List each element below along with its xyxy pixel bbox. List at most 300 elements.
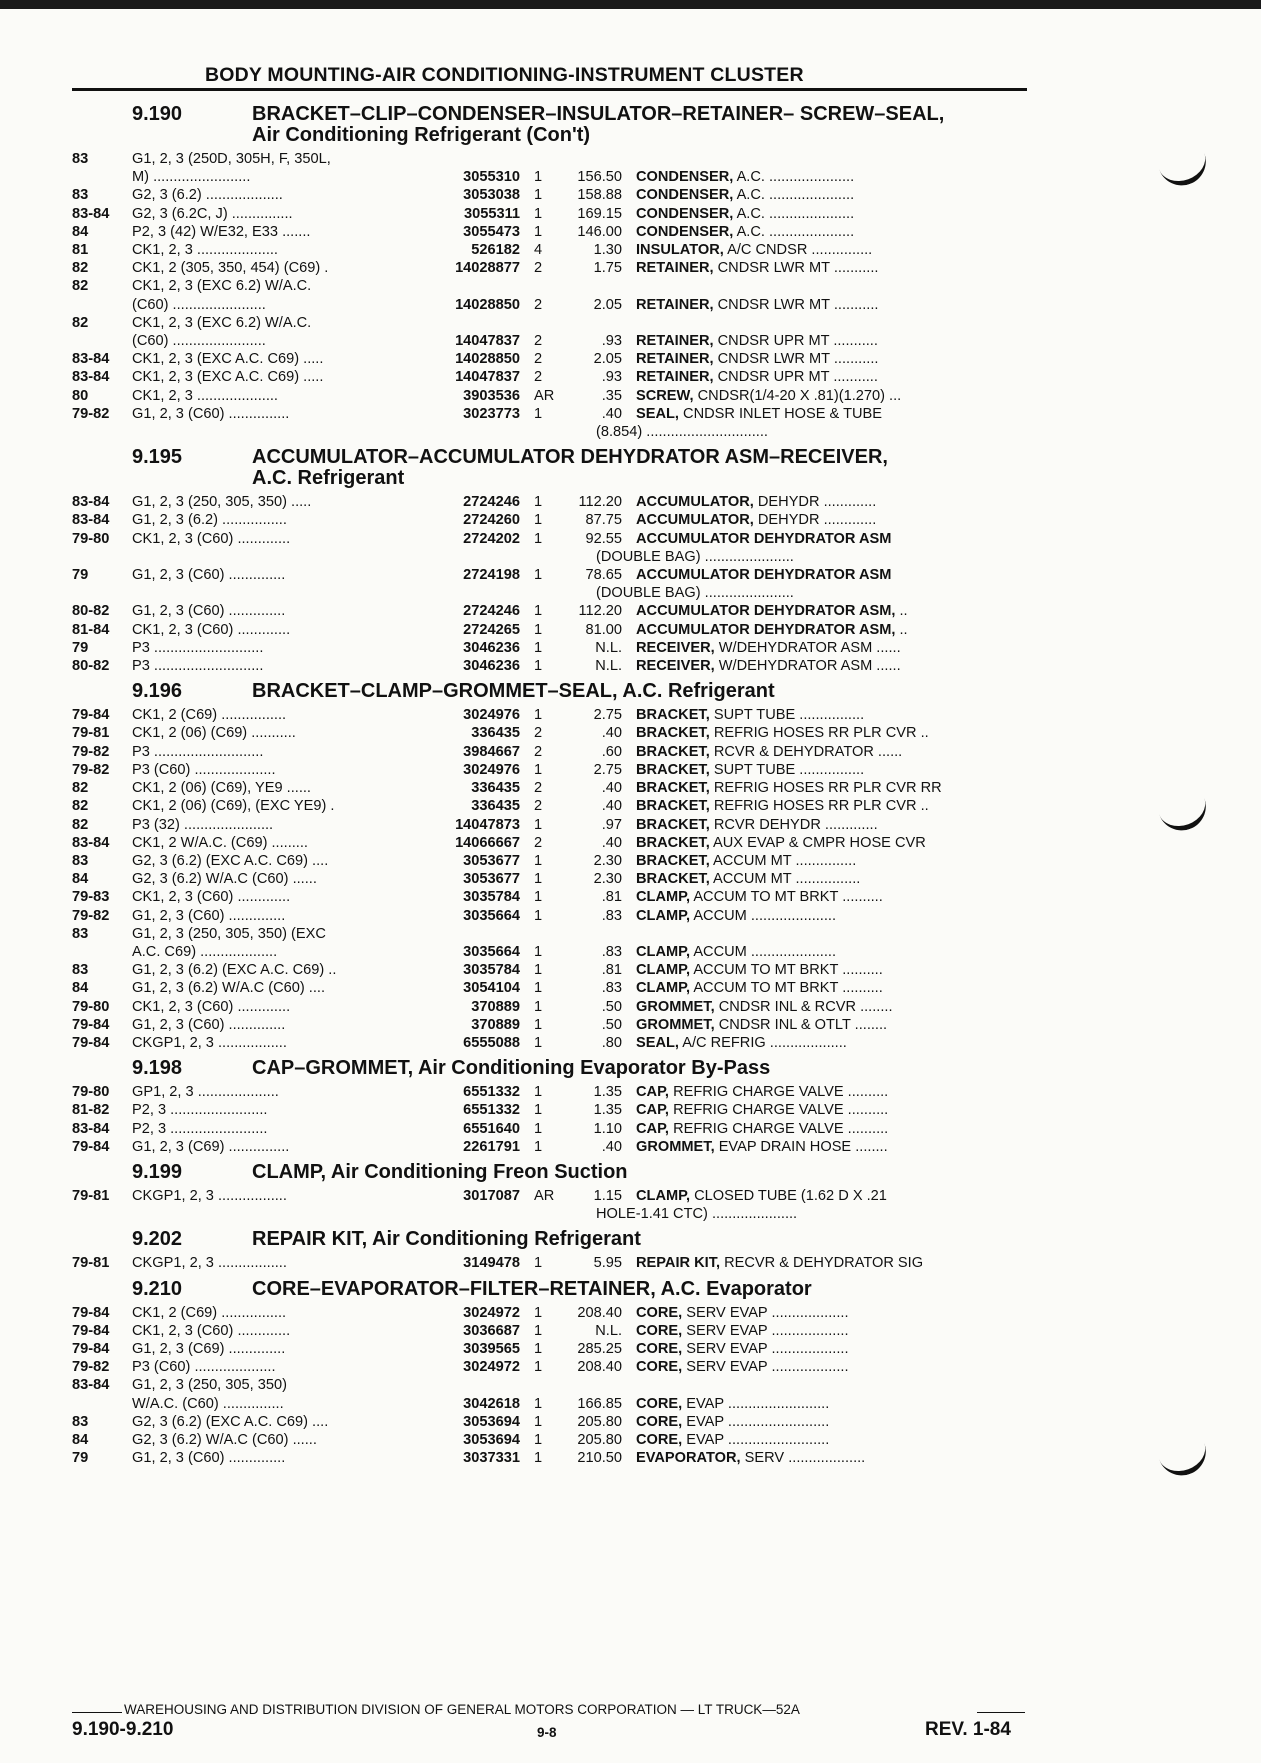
part-detail: EVAP ......................... bbox=[686, 1431, 830, 1448]
parts-table bbox=[72, 150, 1032, 441]
model-years: 80-82 bbox=[72, 658, 110, 675]
part-name: CONDENSER, bbox=[636, 187, 734, 204]
model-years: 81-82 bbox=[72, 1102, 110, 1119]
part-name: CAP, bbox=[636, 1120, 669, 1137]
price: N.L. bbox=[595, 1322, 622, 1339]
price: .93 bbox=[601, 333, 622, 350]
table-row bbox=[72, 241, 1032, 259]
model-years: 79-84 bbox=[72, 1016, 110, 1033]
part-description bbox=[622, 888, 1032, 906]
price: 92.55 bbox=[585, 530, 622, 547]
part-detail: REFRIG HOSES RR PLR CVR .. bbox=[713, 798, 929, 815]
application: CK1, 2, 3 .................... bbox=[132, 387, 278, 404]
model-years: 83 bbox=[72, 151, 89, 167]
part-detail: SUPT TUBE ................ bbox=[713, 707, 865, 724]
table-row bbox=[72, 423, 1032, 441]
price: 2.05 bbox=[593, 351, 622, 368]
model-years: 84 bbox=[72, 980, 89, 997]
part-name: CLAMP, bbox=[636, 889, 691, 906]
table-row bbox=[72, 405, 1032, 423]
part-description bbox=[622, 223, 1032, 241]
table-row bbox=[72, 907, 1032, 925]
model-years: 79 bbox=[72, 639, 89, 656]
section-heading bbox=[72, 1058, 1032, 1079]
model-years: 84 bbox=[72, 871, 89, 888]
part-name: CORE, bbox=[636, 1431, 683, 1448]
application: CK1, 2, 3 (C60) ............. bbox=[132, 889, 291, 906]
application: CK1, 2 (C69) ................ bbox=[132, 1304, 287, 1321]
price: N.L. bbox=[595, 639, 622, 656]
quantity: 1 bbox=[534, 1084, 543, 1101]
part-description bbox=[622, 907, 1032, 925]
table-row bbox=[72, 870, 1032, 888]
part-description bbox=[622, 1138, 1032, 1156]
footer-rule-left bbox=[72, 1712, 122, 1713]
part-description bbox=[622, 1413, 1032, 1431]
quantity: 1 bbox=[534, 852, 543, 869]
model-years: 84 bbox=[72, 1431, 89, 1448]
section-title bbox=[252, 1058, 1032, 1079]
part-description bbox=[622, 1187, 1032, 1205]
part-description bbox=[622, 657, 1032, 675]
price: 1.75 bbox=[593, 260, 622, 277]
header-rule bbox=[72, 88, 1027, 91]
part-description bbox=[622, 998, 1032, 1016]
table-row bbox=[72, 943, 1032, 961]
part-detail: SERV EVAP ................... bbox=[686, 1304, 849, 1321]
section-title-line: BRACKET–CLAMP–GROMMET–SEAL, A.C. Refrigerant bbox=[252, 680, 775, 703]
part-detail: REFRIG HOSES RR PLR CVR .. bbox=[713, 725, 929, 742]
model-years: 79-84 bbox=[72, 707, 110, 724]
part-description bbox=[622, 706, 1032, 724]
footer-rule-right bbox=[977, 1712, 1025, 1713]
part-name: RECEIVER, bbox=[636, 639, 715, 656]
part-detail: ACCUM ..................... bbox=[693, 943, 837, 960]
model-years: 79-80 bbox=[72, 1084, 110, 1101]
quantity: 1 bbox=[534, 1395, 543, 1412]
catalog-section bbox=[72, 104, 1032, 441]
part-description bbox=[622, 761, 1032, 779]
section-title-line: CORE–EVAPORATOR–FILTER–RETAINER, A.C. Evaporator bbox=[252, 1277, 812, 1300]
application: (C60) ....................... bbox=[132, 296, 266, 313]
part-name: BRACKET, bbox=[636, 707, 710, 724]
price: 285.25 bbox=[577, 1340, 622, 1357]
price: 210.50 bbox=[577, 1450, 622, 1467]
quantity: 1 bbox=[534, 169, 543, 186]
model-years: 79-81 bbox=[72, 1187, 110, 1204]
quantity: 2 bbox=[534, 834, 543, 851]
model-years: 79-82 bbox=[72, 743, 110, 760]
part-description bbox=[622, 314, 1032, 332]
part-number: 3046236 bbox=[463, 658, 520, 675]
part-detail: CNDSR INL & OTLT ........ bbox=[718, 1016, 888, 1033]
part-name: SCREW, bbox=[636, 387, 694, 404]
part-name: BRACKET, bbox=[636, 725, 710, 742]
application: G2, 3 (6.2) W/A.C (C60) ...... bbox=[132, 1431, 317, 1448]
price: .81 bbox=[601, 889, 622, 906]
price: 166.85 bbox=[577, 1395, 622, 1412]
part-number bbox=[442, 314, 520, 332]
part-name: ACCUMULATOR DEHYDRATOR ASM bbox=[636, 567, 892, 584]
part-number: 2724265 bbox=[463, 621, 520, 638]
price: 2.05 bbox=[593, 296, 622, 313]
price: 205.80 bbox=[577, 1431, 622, 1448]
part-name: CORE, bbox=[636, 1395, 683, 1412]
part-description bbox=[622, 566, 1032, 584]
table-row bbox=[72, 530, 1032, 548]
part-number: 3903536 bbox=[463, 387, 520, 404]
part-name: BRACKET, bbox=[636, 798, 710, 815]
part-name: CONDENSER, bbox=[636, 205, 734, 222]
part-description bbox=[622, 1304, 1032, 1322]
part-number bbox=[442, 1376, 520, 1394]
quantity: 1 bbox=[534, 621, 543, 638]
application: P2, 3 ........................ bbox=[132, 1120, 268, 1137]
table-row bbox=[72, 350, 1032, 368]
part-detail: W/DEHYDRATOR ASM ...... bbox=[718, 639, 901, 656]
footer-revision: REV. 1-84 bbox=[925, 1719, 1011, 1740]
model-years: 83-84 bbox=[72, 494, 110, 511]
part-name: SEAL, bbox=[636, 405, 679, 422]
quantity: 1 bbox=[534, 816, 543, 833]
part-number: 3023773 bbox=[463, 405, 520, 422]
part-name: BRACKET, bbox=[636, 871, 710, 888]
price: 208.40 bbox=[577, 1359, 622, 1376]
section-heading bbox=[72, 1229, 1032, 1250]
part-name: CLAMP, bbox=[636, 962, 691, 979]
table-row bbox=[72, 1304, 1032, 1322]
quantity: 1 bbox=[534, 1120, 543, 1137]
part-name: CONDENSER, bbox=[636, 223, 734, 240]
part-detail: A/C CNDSR ............... bbox=[727, 242, 873, 259]
part-number: 3053038 bbox=[463, 187, 520, 204]
quantity: 1 bbox=[534, 494, 543, 511]
application: G1, 2, 3 (C69) ............... bbox=[132, 1138, 290, 1155]
application: CK1, 2 (06) (C69), YE9 ...... bbox=[132, 780, 311, 797]
application: G1, 2, 3 (250, 305, 350) ..... bbox=[132, 494, 312, 511]
part-name: RETAINER, bbox=[636, 260, 714, 277]
model-years: 79-82 bbox=[72, 907, 110, 924]
part-name: GROMMET, bbox=[636, 998, 715, 1015]
part-description bbox=[622, 368, 1032, 386]
part-number: 14066667 bbox=[455, 834, 520, 851]
table-row bbox=[72, 797, 1032, 815]
quantity: 1 bbox=[534, 761, 543, 778]
table-row bbox=[72, 1376, 1032, 1394]
part-number: 336435 bbox=[471, 780, 520, 797]
part-description bbox=[622, 961, 1032, 979]
model-years: 81-84 bbox=[72, 621, 110, 638]
price bbox=[558, 1376, 622, 1394]
quantity: AR bbox=[534, 1187, 555, 1204]
part-number: 2261791 bbox=[463, 1138, 520, 1155]
price: .80 bbox=[601, 1034, 622, 1051]
part-detail: RECVR & DEHYDRATOR SIG bbox=[724, 1255, 924, 1272]
application: CK1, 2, 3 (EXC A.C. C69) ..... bbox=[132, 351, 324, 368]
part-description bbox=[622, 350, 1032, 368]
part-detail: CNDSR INLET HOSE & TUBE bbox=[683, 405, 883, 422]
price: 2.30 bbox=[593, 852, 622, 869]
application: M) ........................ bbox=[132, 169, 251, 186]
part-number: 3035664 bbox=[463, 943, 520, 960]
part-name: CONDENSER, bbox=[636, 169, 734, 186]
parts-table bbox=[72, 1187, 1032, 1223]
price: 81.00 bbox=[585, 621, 622, 638]
section-number: 9.199 bbox=[132, 1160, 183, 1183]
part-description bbox=[622, 296, 1032, 314]
part-description bbox=[622, 1322, 1032, 1340]
quantity: 2 bbox=[534, 260, 543, 277]
part-name: ACCUMULATOR, bbox=[636, 512, 754, 529]
section-heading bbox=[72, 104, 1032, 146]
section-title-line: BRACKET–CLIP–CONDENSER–INSULATOR–RETAINER– SCREW–SEAL, bbox=[252, 103, 945, 125]
part-description bbox=[622, 779, 1032, 797]
part-description bbox=[622, 743, 1032, 761]
table-row bbox=[72, 186, 1032, 204]
application: G2, 3 (6.2) (EXC A.C. C69) .... bbox=[132, 852, 329, 869]
part-detail: CNDSR LWR MT ........... bbox=[717, 296, 879, 313]
part-description bbox=[622, 639, 1032, 657]
part-description bbox=[622, 1431, 1032, 1449]
quantity bbox=[520, 1376, 558, 1394]
price: 156.50 bbox=[577, 169, 622, 186]
model-years: 83-84 bbox=[72, 351, 110, 368]
part-number: 14028850 bbox=[455, 296, 520, 313]
model-years: 82 bbox=[72, 798, 89, 815]
part-description bbox=[622, 943, 1032, 961]
part-description bbox=[622, 979, 1032, 997]
application: G1, 2, 3 (C60) .............. bbox=[132, 603, 286, 620]
section-heading bbox=[72, 681, 1032, 702]
table-row bbox=[72, 368, 1032, 386]
model-years: 79-84 bbox=[72, 1304, 110, 1321]
quantity: 2 bbox=[534, 780, 543, 797]
part-name: REPAIR KIT, bbox=[636, 1255, 721, 1272]
table-row bbox=[72, 724, 1032, 742]
application: G1, 2, 3 (250, 305, 350) bbox=[132, 1377, 287, 1394]
part-name: CLAMP, bbox=[636, 980, 691, 997]
part-number bbox=[442, 150, 520, 168]
application: G1, 2, 3 (250D, 305H, F, 350L, bbox=[132, 151, 331, 167]
quantity: 1 bbox=[534, 1102, 543, 1119]
model-years: 82 bbox=[72, 816, 89, 833]
application: CK1, 2, 3 .................... bbox=[132, 242, 278, 259]
quantity: 1 bbox=[534, 223, 543, 240]
part-description bbox=[622, 870, 1032, 888]
part-number: 2724246 bbox=[463, 494, 520, 511]
application: P3 (C60) .................... bbox=[132, 761, 276, 778]
quantity: 1 bbox=[534, 1359, 543, 1376]
application: W/A.C. (C60) ............... bbox=[132, 1395, 284, 1412]
application: P3 (32) ...................... bbox=[132, 816, 274, 833]
quantity: 1 bbox=[534, 943, 543, 960]
price: 208.40 bbox=[577, 1304, 622, 1321]
model-years: 83-84 bbox=[72, 834, 110, 851]
price: 1.10 bbox=[593, 1120, 622, 1137]
price: .50 bbox=[601, 998, 622, 1015]
part-description bbox=[622, 1395, 1032, 1413]
section-heading bbox=[72, 1279, 1032, 1300]
application: G1, 2, 3 (C60) .............. bbox=[132, 907, 286, 924]
model-years: 83 bbox=[72, 852, 89, 869]
price: 112.20 bbox=[578, 603, 622, 620]
application: CK1, 2, 3 (C60) ............. bbox=[132, 621, 291, 638]
table-row bbox=[72, 1138, 1032, 1156]
part-name: RECEIVER, bbox=[636, 658, 715, 675]
section-title-line: A.C. Refrigerant bbox=[252, 467, 405, 490]
price: .83 bbox=[601, 980, 622, 997]
quantity: 1 bbox=[534, 707, 543, 724]
table-row bbox=[72, 168, 1032, 186]
model-years bbox=[72, 168, 132, 186]
part-number: 3053694 bbox=[463, 1431, 520, 1448]
part-description bbox=[622, 834, 1032, 852]
part-name: CORE, bbox=[636, 1340, 683, 1357]
quantity: 1 bbox=[534, 962, 543, 979]
part-number: 3036687 bbox=[463, 1322, 520, 1339]
quantity: 1 bbox=[534, 907, 543, 924]
footer-section-range: 9.190-9.210 bbox=[72, 1719, 174, 1740]
part-name: RETAINER, bbox=[636, 296, 714, 313]
part-name: CLAMP, bbox=[636, 1187, 691, 1204]
quantity: 1 bbox=[534, 187, 543, 204]
part-description bbox=[622, 405, 1032, 423]
part-number: 2724198 bbox=[463, 567, 520, 584]
part-description bbox=[622, 1358, 1032, 1376]
part-number: 3024972 bbox=[463, 1359, 520, 1376]
part-name: BRACKET, bbox=[636, 780, 710, 797]
part-number: 3046236 bbox=[463, 639, 520, 656]
part-number bbox=[442, 925, 520, 943]
quantity: 1 bbox=[534, 998, 543, 1015]
model-years: 83 bbox=[72, 187, 89, 204]
part-detail: A.C. ..................... bbox=[736, 187, 855, 204]
part-description bbox=[622, 493, 1032, 511]
model-years: 82 bbox=[72, 260, 89, 277]
price: 1.15 bbox=[593, 1187, 622, 1204]
part-name: ACCUMULATOR, bbox=[636, 494, 754, 511]
part-number: 3053677 bbox=[463, 871, 520, 888]
table-row bbox=[72, 150, 1032, 168]
part-detail: RCVR & DEHYDRATOR ...... bbox=[713, 743, 903, 760]
part-name: CLAMP, bbox=[636, 943, 691, 960]
part-name: CORE, bbox=[636, 1413, 683, 1430]
application: G1, 2, 3 (C60) .............. bbox=[132, 567, 286, 584]
part-name: INSULATOR, bbox=[636, 242, 724, 259]
part-detail: W/DEHYDRATOR ASM ...... bbox=[718, 658, 901, 675]
section-number: 9.195 bbox=[132, 446, 183, 469]
part-number: 3042618 bbox=[463, 1395, 520, 1412]
section-number: 9.190 bbox=[132, 103, 183, 125]
table-row bbox=[72, 925, 1032, 943]
table-row bbox=[72, 1358, 1032, 1376]
parts-table bbox=[72, 1083, 1032, 1156]
table-row bbox=[72, 1187, 1032, 1205]
quantity: 1 bbox=[534, 1255, 543, 1272]
price bbox=[558, 150, 622, 168]
part-description bbox=[622, 1254, 1032, 1272]
table-row bbox=[72, 1340, 1032, 1358]
quantity bbox=[520, 314, 558, 332]
part-detail: REFRIG HOSES RR PLR CVR RR bbox=[713, 780, 942, 797]
table-row bbox=[72, 1083, 1032, 1101]
application: P3 (C60) .................... bbox=[132, 1359, 276, 1376]
part-description bbox=[622, 1016, 1032, 1034]
part-name: RETAINER, bbox=[636, 351, 714, 368]
application: CK1, 2, 3 (C60) ............. bbox=[132, 530, 291, 547]
quantity: 1 bbox=[534, 603, 543, 620]
model-years: 80-82 bbox=[72, 603, 110, 620]
part-description bbox=[622, 925, 1032, 943]
quantity bbox=[520, 925, 558, 943]
part-number: 3984667 bbox=[463, 743, 520, 760]
model-years: 79-80 bbox=[72, 530, 110, 547]
price: .40 bbox=[601, 780, 622, 797]
application: CKGP1, 2, 3 ................. bbox=[132, 1255, 287, 1272]
part-detail: SERV EVAP ................... bbox=[686, 1340, 849, 1357]
quantity: 1 bbox=[534, 205, 543, 222]
application: (C60) ....................... bbox=[132, 333, 266, 350]
catalog-section bbox=[72, 1229, 1032, 1272]
application: CK1, 2 W/A.C. (C69) ......... bbox=[132, 834, 308, 851]
catalog-section bbox=[72, 1162, 1032, 1223]
table-row bbox=[72, 961, 1032, 979]
model-years: 80 bbox=[72, 387, 89, 404]
part-detail: ACCUM MT ............... bbox=[713, 852, 857, 869]
part-detail: .. bbox=[899, 621, 908, 638]
price: 2.75 bbox=[593, 707, 622, 724]
application: G1, 2, 3 (6.2) ................ bbox=[132, 512, 287, 529]
quantity: 1 bbox=[534, 1304, 543, 1321]
quantity: 1 bbox=[534, 980, 543, 997]
table-row bbox=[72, 761, 1032, 779]
part-description bbox=[622, 511, 1032, 529]
model-years: 84 bbox=[72, 223, 89, 240]
section-title bbox=[252, 1162, 1032, 1183]
part-description bbox=[622, 852, 1032, 870]
table-row bbox=[72, 277, 1032, 295]
model-years: 83 bbox=[72, 1413, 89, 1430]
part-name: CAP, bbox=[636, 1102, 669, 1119]
model-years: 82 bbox=[72, 780, 89, 797]
price: N.L. bbox=[595, 658, 622, 675]
part-detail: CLOSED TUBE (1.62 D X .21 bbox=[694, 1187, 887, 1204]
price: 1.35 bbox=[593, 1084, 622, 1101]
table-row bbox=[72, 1254, 1032, 1272]
application: CK1, 2, 3 (EXC 6.2) W/A.C. bbox=[132, 278, 312, 295]
table-row bbox=[72, 602, 1032, 620]
section-heading bbox=[72, 1162, 1032, 1183]
application: G1, 2, 3 (C69) .............. bbox=[132, 1340, 286, 1357]
application: G2, 3 (6.2) ................... bbox=[132, 187, 283, 204]
model-years: 83 bbox=[72, 962, 89, 979]
table-row bbox=[72, 743, 1032, 761]
application: CK1, 2, 3 (EXC 6.2) W/A.C. bbox=[132, 314, 312, 331]
quantity: 2 bbox=[534, 351, 543, 368]
section-title bbox=[252, 1229, 1032, 1250]
model-years: 83-84 bbox=[72, 512, 110, 529]
part-number: 3149478 bbox=[463, 1255, 520, 1272]
model-years bbox=[72, 296, 132, 314]
part-detail: SUPT TUBE ................ bbox=[713, 761, 865, 778]
part-number: 6551332 bbox=[463, 1084, 520, 1101]
parts-table bbox=[72, 1304, 1032, 1468]
price: .81 bbox=[601, 962, 622, 979]
part-name: CORE, bbox=[636, 1304, 683, 1321]
part-number: 336435 bbox=[471, 798, 520, 815]
model-years: 83-84 bbox=[72, 369, 110, 386]
model-years: 79-82 bbox=[72, 761, 110, 778]
